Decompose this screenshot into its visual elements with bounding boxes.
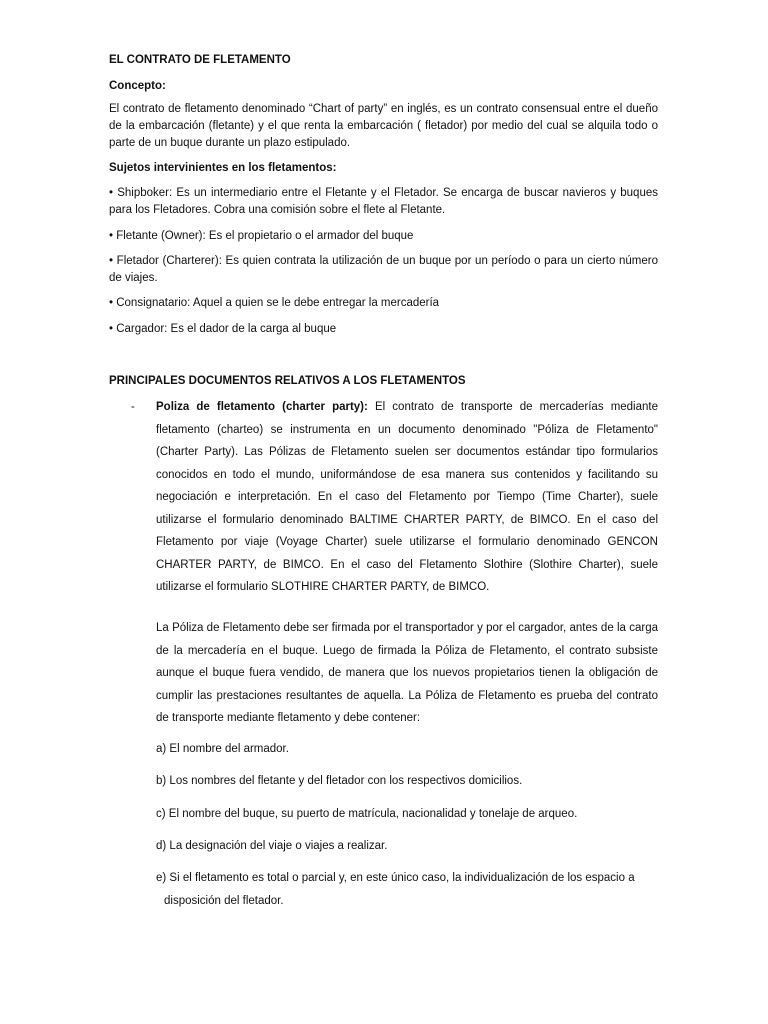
list-item-d: d) La designación del viaje o viajes a realizar. [156, 840, 388, 852]
principales-heading: PRINCIPALES DOCUMENTOS RELATIVOS A LOS FLETAMENTOS [109, 375, 466, 387]
bullet-shipbroker: • Shipboker: Es un intermediario entre el Fletante y el Fletador. Se encarga de buscar navieros y buques para los Fletadores. Cobra una comisión sobre el flete al Fletante. [109, 187, 658, 216]
bullet-fletante: • Fletante (Owner): Es el propietario o el armador del buque [109, 230, 414, 242]
bullet-fletador: • Fletador (Charterer): Es quien contrata la utilización de un buque por un período o para un cierto número de viajes. [109, 255, 658, 284]
firma-paragraph: La Póliza de Fletamento debe ser firmada por el transportador y por el cargador, antes de la carga de la mercadería en el buque. Luego de firmada la Póliza de Fletamento, el contrato subsiste aunque el buque fuera vendido, de manera que los nuevos propietarios tienen la obligación de cumplir las prestaciones resultantes de aquella. La Póliza de Fletamento es prueba del contrato de transporte mediante fletamento y debe contener: [156, 622, 658, 724]
list-dash: - [131, 401, 135, 413]
list-item-a: a) El nombre del armador. [156, 743, 289, 755]
poliza-paragraph [156, 396, 658, 599]
list-item-b: b) Los nombres del fletante y del fletador con los respectivos domicilios. [156, 775, 523, 787]
concepto-heading: Concepto: [109, 80, 166, 92]
concepto-paragraph: El contrato de fletamento denominado “Chart of party” en inglés, es un contrato consensual entre el dueño de la embarcación (fletante) y el que renta la embarcación ( fletador) por medio del cual se alquila todo o parte de un buque durante un plazo estipulado. [109, 103, 658, 149]
document-title: EL CONTRATO DE FLETAMENTO [109, 54, 291, 66]
list-item-e-line2: disposición del fletador. [164, 894, 284, 907]
sujetos-heading: Sujetos intervinientes en los fletamentos: [109, 162, 337, 174]
list-item-e [156, 867, 658, 912]
bullet-cargador: • Cargador: Es el dador de la carga al buque [109, 323, 337, 335]
poliza-text: El contrato de transporte de mercaderías mediante fletamento (charteo) se instrumenta en un documento denominado "Póliza de Fletamento" (Charter Party). Las Pólizas de Fletamento suelen ser documentos estándar tipo formularios conocidos en todo el mundo, uniformándose de esa manera sus contenidos y facilitando su negociación e interpretación. En el caso del Fletamento por Tiempo (Time Charter), suele utilizarse el formulario denominado BALTIME CHARTER PARTY, de BIMCO. En el caso del Fletamento por viaje (Voyage Charter) suele utilizarse el formulario denominado GENCON CHARTER PARTY, de BIMCO. En el caso del Fletamento Slothire (Slothire Charter), suele utilizarse el formulario SLOTHIRE CHARTER PARTY, de BIMCO. [156, 401, 658, 593]
poliza-label: Poliza de fletamento (charter party): [156, 401, 368, 413]
bullet-consignatario: • Consignatario: Aquel a quien se le debe entregar la mercadería [109, 297, 440, 309]
list-item-e-line1: e) Si el fletamento es total o parcial y, en este único caso, la individualización de los espacio a [156, 872, 635, 884]
list-item-c: c) El nombre del buque, su puerto de matrícula, nacionalidad y tonelaje de arqueo. [156, 808, 578, 820]
